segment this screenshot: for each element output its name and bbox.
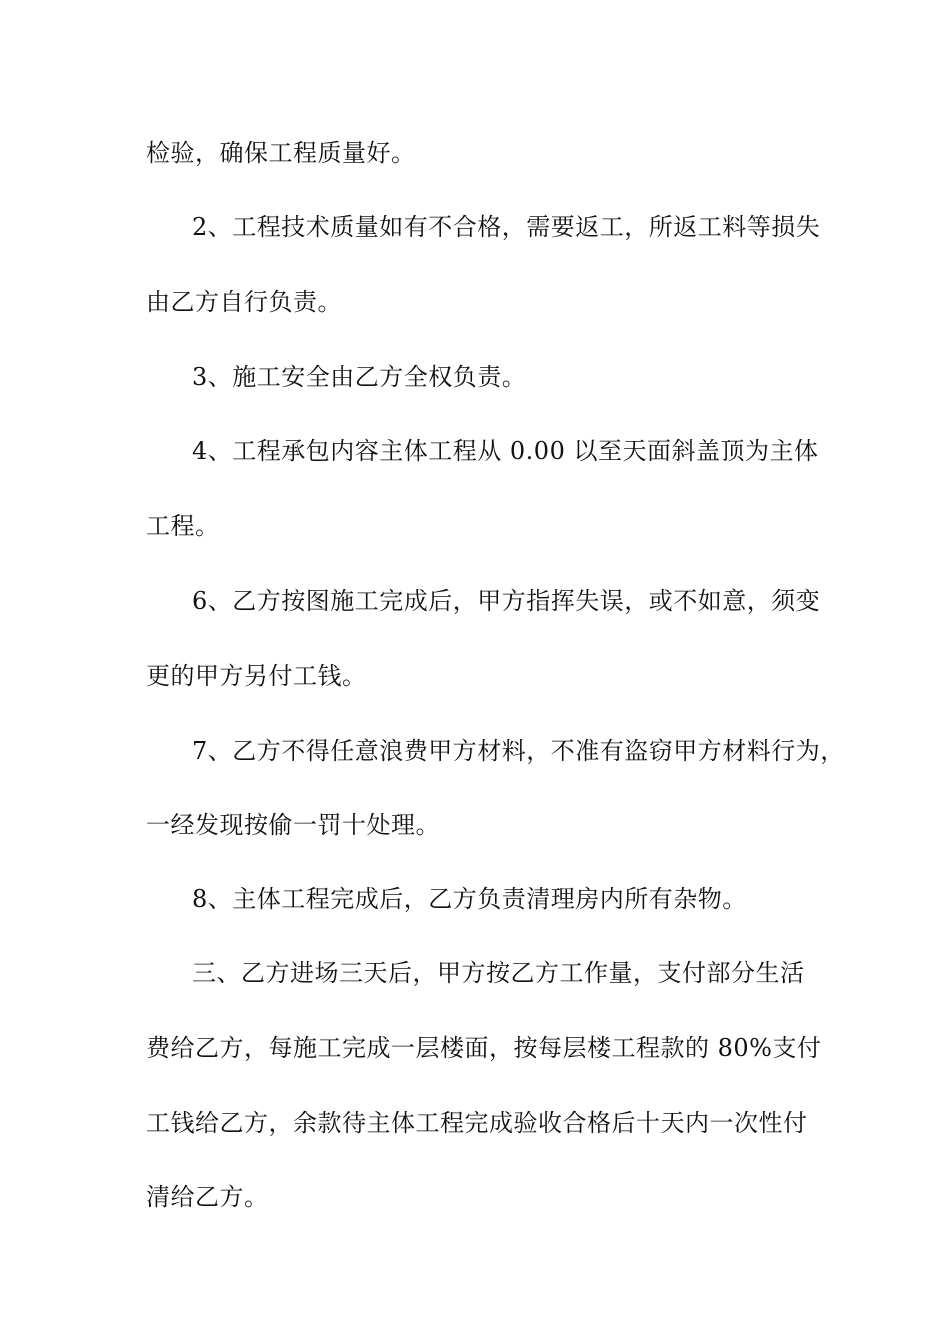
text-line: 一经发现按偷一罚十处理。 (146, 811, 440, 839)
text-line: 三、乙方进场三天后，甲方按乙方工作量，支付部分生活 (192, 959, 805, 987)
text-line: 工程。 (146, 512, 220, 540)
text-line: 2、工程技术质量如有不合格，需要返工，所返工料等损失 (192, 213, 821, 241)
text-line: 6、乙方按图施工完成后，甲方指挥失误，或不如意，须变 (192, 587, 821, 615)
text-line: 由乙方自行负责。 (146, 288, 342, 316)
text-line: 7、乙方不得任意浪费甲方材料，不准有盗窃甲方材料行为， (192, 737, 845, 765)
text-line: 清给乙方。 (146, 1183, 269, 1211)
text-line: 3、施工安全由乙方全权负责。 (192, 363, 527, 391)
text-line: 8、主体工程完成后，乙方负责清理房内所有杂物。 (192, 885, 747, 913)
text-line: 工钱给乙方，余款待主体工程完成验收合格后十天内一次性付 (146, 1109, 808, 1137)
text-line: 4、工程承包内容主体工程从 0.00 以至天面斜盖顶为主体 (192, 437, 819, 465)
text-line: 更的甲方另付工钱。 (146, 662, 367, 690)
text-line: 检验，确保工程质量好。 (146, 139, 416, 167)
text-line: 费给乙方，每施工完成一层楼面，按每层楼工程款的 80%支付 (146, 1034, 822, 1062)
